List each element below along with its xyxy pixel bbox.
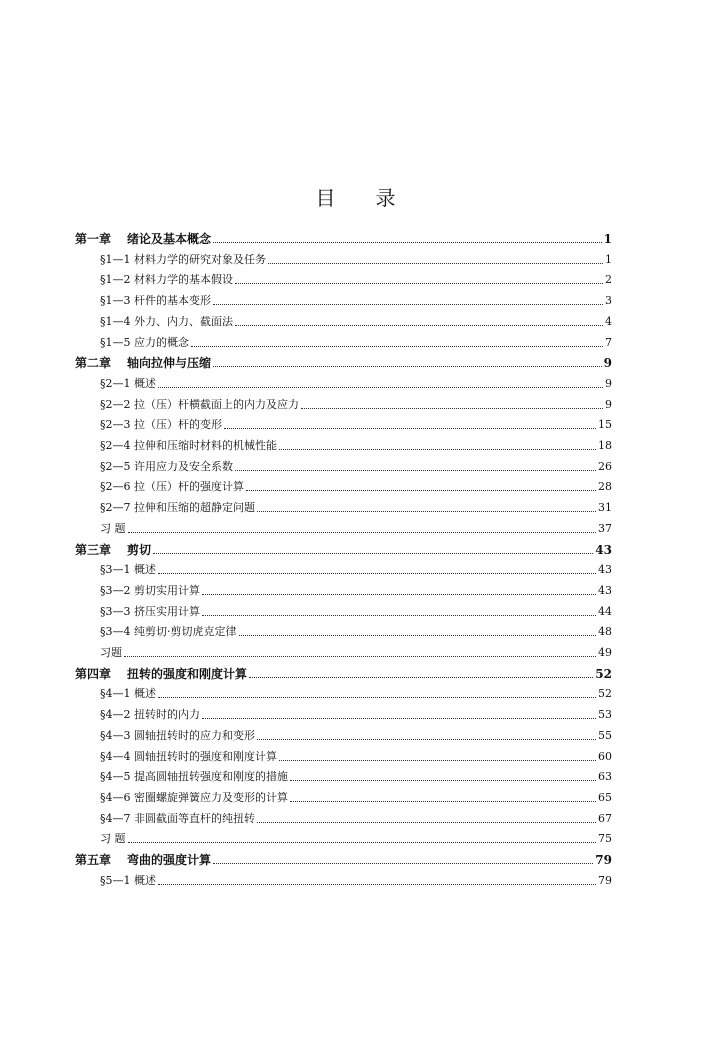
toc-entry-section xyxy=(100,313,612,331)
toc-entry-number: 第一章 xyxy=(75,232,112,246)
toc-entry-number: §2—4 xyxy=(100,439,131,452)
toc-entry-number: §3—1 xyxy=(100,563,131,577)
toc-entry-title: 杆件的基本变形 xyxy=(134,294,211,308)
toc-entry-section xyxy=(100,416,612,434)
toc-entry-page: 44 xyxy=(598,604,612,618)
toc-entry-title: 许用应力及安全系数 xyxy=(134,459,233,473)
toc-entry-section xyxy=(100,499,612,517)
toc-entry-page: 31 xyxy=(598,501,612,515)
toc-entry-number: §4—2 xyxy=(100,708,131,722)
toc-entry-chapter xyxy=(75,354,612,372)
toc-entry-page: 9 xyxy=(605,376,612,390)
toc-entry-title: 剪切 xyxy=(127,542,152,557)
toc-entry-title: 非圆截面等直杆的纯扭转 xyxy=(134,811,255,825)
toc-entry-chapter xyxy=(75,851,612,869)
toc-entry-number: 第三章 xyxy=(75,542,112,557)
toc-entry-section xyxy=(100,768,612,786)
toc-entry-chapter xyxy=(75,230,612,248)
toc-entry-title: 拉（压）杆的强度计算 xyxy=(134,480,244,494)
toc-entry-title: 绪论及基本概念 xyxy=(127,232,212,246)
toc-entry-page: 79 xyxy=(595,853,612,867)
toc-entry-title: 拉伸和压缩的超静定问题 xyxy=(134,501,255,515)
toc-entry-title: 扭转的强度和刚度计算 xyxy=(127,666,248,681)
dot-leader xyxy=(257,510,596,512)
dot-leader xyxy=(290,800,596,802)
toc-entry-title: 弯曲的强度计算 xyxy=(127,853,212,867)
toc-entry-section xyxy=(100,251,612,269)
toc-entry-number: §4—4 xyxy=(100,749,131,763)
toc-entry-exercise xyxy=(100,520,612,538)
toc-entry-page: 43 xyxy=(598,583,612,597)
toc-entry-page: 26 xyxy=(598,459,612,473)
toc-entry-page: 2 xyxy=(605,273,612,287)
toc-entry-page: 55 xyxy=(598,728,612,742)
toc-entry-number: §1—4 xyxy=(100,314,131,328)
dot-leader xyxy=(124,655,596,657)
toc-entry-title: 材料力学的基本假设 xyxy=(134,273,233,287)
toc-entry-section xyxy=(100,582,612,600)
dot-leader xyxy=(224,427,596,429)
toc-entry-number: §2—7 xyxy=(100,501,131,515)
toc-entry-page: 7 xyxy=(605,335,612,349)
toc-entry-title: 应力的概念 xyxy=(134,335,189,349)
toc-entry-page: 1 xyxy=(603,232,612,246)
title-char-1: 目 xyxy=(315,186,338,210)
dot-leader xyxy=(279,759,596,761)
toc-entry-page: 43 xyxy=(598,563,612,577)
toc-entry-section xyxy=(100,292,612,310)
toc-entry-number: §2—2 xyxy=(100,397,131,411)
toc-entry-section xyxy=(100,727,612,745)
toc-entry-number: §2—1 xyxy=(100,376,131,390)
toc-entry-page: 60 xyxy=(598,749,612,763)
dot-leader xyxy=(158,572,596,574)
page-title xyxy=(0,182,713,211)
toc-entry-title: 拉伸和压缩时材料的机械性能 xyxy=(134,439,277,452)
toc-entry-number: 第五章 xyxy=(75,853,112,867)
toc-entry-section xyxy=(100,396,612,414)
dot-leader xyxy=(301,407,603,409)
toc-entry-number: §3—4 xyxy=(100,625,131,639)
toc-entry-exercise xyxy=(100,830,612,848)
toc-entry-section xyxy=(100,748,612,766)
toc-entry-title: 概述 xyxy=(134,563,156,577)
toc-entry-page: 79 xyxy=(598,873,612,887)
toc-entry-section xyxy=(100,789,612,807)
toc-entry-number: §3—2 xyxy=(100,583,131,597)
toc-entry-number: §4—7 xyxy=(100,811,131,825)
toc-entry-page: 48 xyxy=(598,625,612,639)
dot-leader xyxy=(249,676,593,678)
dot-leader xyxy=(153,552,593,554)
dot-leader xyxy=(246,489,596,491)
toc-entry-page: 53 xyxy=(598,708,612,722)
toc-entry-title: 拉（压）杆的变形 xyxy=(134,418,222,432)
toc-entry-page: 67 xyxy=(598,811,612,825)
toc-entry-number: §1—1 xyxy=(100,252,131,266)
toc-entry-number: §4—6 xyxy=(100,790,131,804)
dot-leader xyxy=(202,593,596,595)
toc-entry-section xyxy=(100,458,612,476)
dot-leader xyxy=(191,345,603,347)
dot-leader xyxy=(239,634,597,636)
dot-leader xyxy=(202,614,596,616)
dot-leader xyxy=(213,241,602,243)
toc-entry-chapter xyxy=(75,541,612,559)
toc-entry-number: §3—3 xyxy=(100,604,131,618)
dot-leader xyxy=(268,262,603,264)
toc-entry-number: §5—1 xyxy=(100,873,131,887)
toc-entry-number: 第四章 xyxy=(75,666,112,681)
dot-leader xyxy=(290,779,596,781)
dot-leader xyxy=(202,717,596,719)
toc-entry-title: 圆轴扭转时的应力和变形 xyxy=(134,728,255,742)
dot-leader xyxy=(235,469,596,471)
title-char-2: 录 xyxy=(375,186,398,210)
dot-leader xyxy=(213,303,603,305)
toc-entry-page: 43 xyxy=(595,542,612,557)
toc-entry-page: 3 xyxy=(605,294,612,308)
toc-entry-section xyxy=(100,810,612,828)
dot-leader xyxy=(158,883,596,885)
toc-entry-page: 52 xyxy=(595,666,612,681)
dot-leader xyxy=(158,386,603,388)
toc-entry-title: 概述 xyxy=(134,873,156,887)
toc-entry-number: §2—5 xyxy=(100,459,131,473)
toc-entry-page: 18 xyxy=(598,439,612,452)
toc-entry-section xyxy=(100,437,612,455)
toc-entry-title: 外力、内力、截面法 xyxy=(134,314,233,328)
toc-entry-page: 49 xyxy=(598,646,612,659)
toc-entry-section xyxy=(100,685,612,703)
toc-entry-page: 9 xyxy=(605,397,612,411)
toc-entry-page: 4 xyxy=(605,314,612,328)
toc-entry-chapter xyxy=(75,665,612,683)
dot-leader xyxy=(213,862,593,864)
toc-entry-title: 扭转时的内力 xyxy=(134,708,200,722)
toc-entry-title: 挤压实用计算 xyxy=(134,604,200,618)
toc-entry-page: 9 xyxy=(603,356,612,371)
toc-entry-page: 75 xyxy=(598,832,612,846)
toc-entry-section xyxy=(100,271,612,289)
toc-entry-title: 习题 xyxy=(100,646,122,659)
toc-entry-page: 65 xyxy=(598,790,612,804)
toc-entry-number: 第二章 xyxy=(75,356,112,371)
toc-entry-title: 剪切实用计算 xyxy=(134,583,200,597)
toc-entry-title: 习 题 xyxy=(100,521,126,535)
toc-entry-number: §2—6 xyxy=(100,480,131,494)
toc-entry-section xyxy=(100,561,612,579)
toc-entry-section xyxy=(100,334,612,352)
toc-entry-title: 轴向拉伸与压缩 xyxy=(127,356,212,371)
dot-leader xyxy=(257,821,596,823)
toc-entry-page: 52 xyxy=(598,687,612,701)
dot-leader xyxy=(128,531,597,533)
dot-leader xyxy=(158,696,596,698)
toc-entry-page: 1 xyxy=(605,252,612,266)
dot-leader xyxy=(235,324,603,326)
toc-entry-section xyxy=(100,375,612,393)
toc-entry-number: §4—5 xyxy=(100,770,131,784)
toc-entry-title: 概述 xyxy=(134,376,156,390)
toc-entry-section xyxy=(100,603,612,621)
toc-entry-page: 63 xyxy=(598,770,612,784)
toc-entry-number: §4—3 xyxy=(100,728,131,742)
toc-entry-title: 纯剪切·剪切虎克定律 xyxy=(134,625,237,639)
toc-entry-section xyxy=(100,478,612,496)
toc-entry-number: §1—5 xyxy=(100,335,131,349)
toc-entry-page: 28 xyxy=(598,480,612,494)
toc-entry-title: 圆轴扭转时的强度和刚度计算 xyxy=(134,749,277,763)
toc-entry-page: 37 xyxy=(598,521,612,535)
dot-leader xyxy=(128,841,597,843)
toc-entry-exercise xyxy=(100,644,612,662)
toc-entry-number: §2—3 xyxy=(100,418,131,432)
dot-leader xyxy=(235,282,603,284)
toc-entry-section xyxy=(100,623,612,641)
toc-entry-title: 材料力学的研究对象及任务 xyxy=(134,252,266,266)
toc-entry-title: 提高圆轴扭转强度和刚度的措施 xyxy=(134,770,288,784)
dot-leader xyxy=(279,448,596,450)
toc-entry-page: 15 xyxy=(598,418,612,432)
toc-entry-title: 密圈螺旋弹簧应力及变形的计算 xyxy=(134,790,288,804)
dot-leader xyxy=(257,738,596,740)
toc-entry-section xyxy=(100,706,612,724)
toc-entry-title: 习 题 xyxy=(100,832,126,846)
dot-leader xyxy=(213,365,602,367)
toc-entry-section xyxy=(100,872,612,890)
toc-entry-number: §4—1 xyxy=(100,687,131,701)
toc-entry-number: §1—3 xyxy=(100,294,131,308)
toc-entry-number: §1—2 xyxy=(100,273,131,287)
toc-entry-title: 概述 xyxy=(134,687,156,701)
toc-entry-title: 拉（压）杆横截面上的内力及应力 xyxy=(134,397,299,411)
